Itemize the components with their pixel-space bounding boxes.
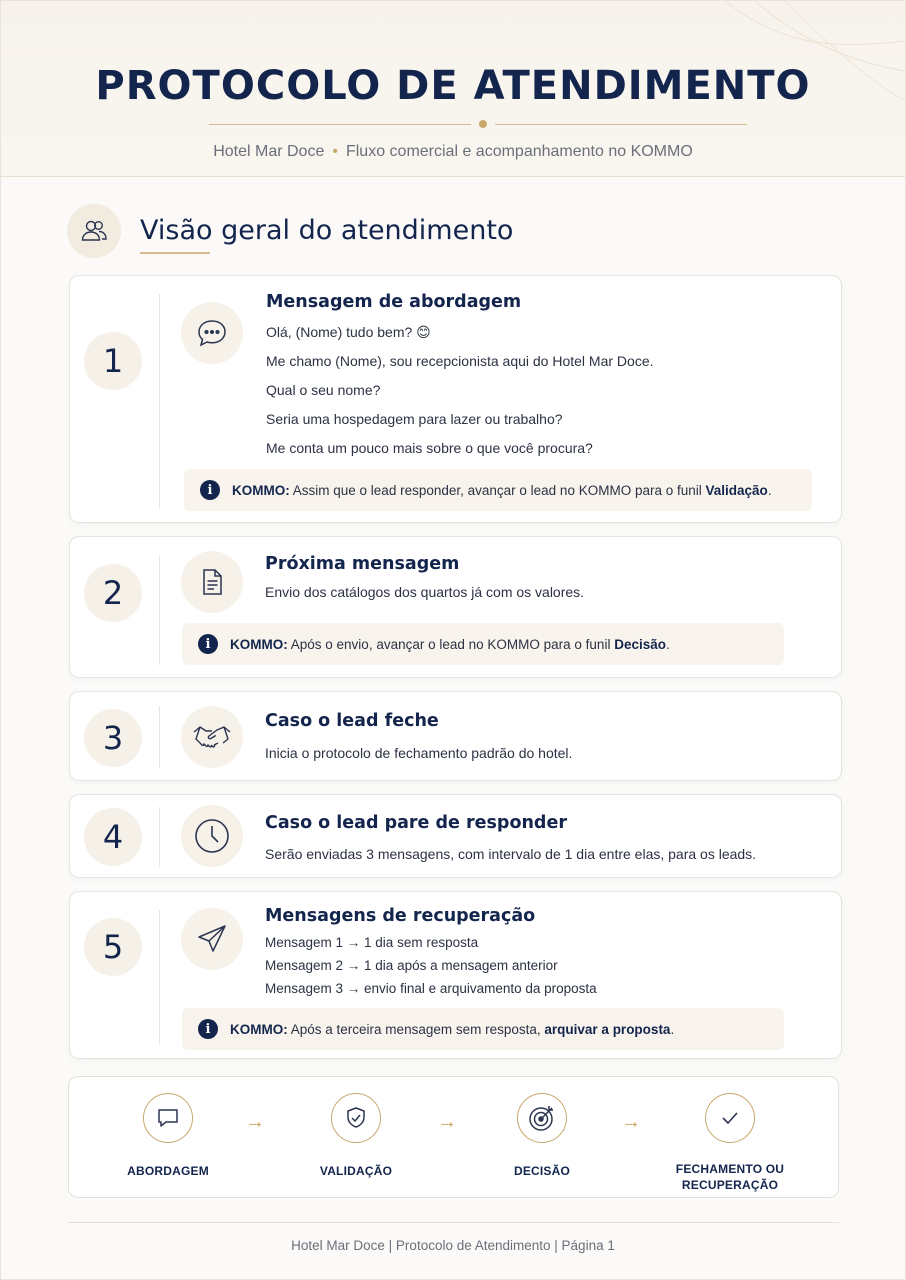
page-title: PROTOCOLO DE ATENDIMENTO [95, 63, 811, 109]
step-card-3 [69, 691, 842, 781]
chat-bubble-icon [143, 1093, 193, 1143]
flow-summary [68, 1076, 839, 1198]
card-divider [159, 294, 160, 509]
info-icon: i [198, 1019, 218, 1039]
flow-step-label [655, 1161, 805, 1193]
subtitle-separator: • [332, 143, 338, 160]
note-label: KOMMO: [230, 1021, 288, 1037]
arrow-right-icon: → [437, 1111, 457, 1133]
kommo-note [182, 1008, 784, 1050]
users-icon [67, 204, 121, 258]
handshake-icon [181, 706, 243, 768]
clock-icon [181, 805, 243, 867]
note-label: KOMMO: [232, 482, 290, 498]
step-title: Caso o lead pare de responder [265, 813, 567, 833]
arrow-right-icon: → [245, 1111, 265, 1133]
note-label: KOMMO: [230, 636, 288, 652]
subtitle-text: Fluxo comercial e acompanhamento no KOMMO [345, 143, 693, 160]
paper-plane-icon [181, 908, 243, 970]
header [1, 1, 905, 177]
target-icon [517, 1093, 567, 1143]
kommo-note [184, 469, 812, 511]
flow-label-line: FECHAMENTO OU [675, 1162, 785, 1176]
flow-step-validacao [281, 1093, 431, 1179]
shield-check-icon [331, 1093, 381, 1143]
step-line: Seria uma hospedagem para lazer ou trabalho? [266, 411, 563, 427]
chat-bubble-icon [181, 302, 243, 364]
flow-step-label: VALIDAÇÃO [319, 1164, 393, 1178]
step-card-4 [69, 794, 842, 878]
title-divider-right [495, 124, 747, 125]
footer-divider [68, 1222, 839, 1223]
arrow-right-icon: → [621, 1111, 641, 1133]
step-line: Me conta um pouco mais sobre o que você procura? [266, 440, 593, 456]
title-divider-dot [479, 120, 487, 128]
page-subtitle [1, 143, 905, 161]
card-divider [159, 706, 160, 768]
note-emphasis: Validação [705, 482, 768, 498]
note-text: Após o envio, avançar o lead no KOMMO para o funil [290, 636, 611, 652]
card-divider [159, 910, 160, 1045]
step-line: Me chamo (Nome), sou recepcionista aqui do Hotel Mar Doce. [266, 353, 654, 369]
step-number: 2 [84, 564, 142, 622]
flow-step-label: DECISÃO [513, 1164, 571, 1178]
step-card-5 [69, 891, 842, 1059]
note-end: . [767, 482, 772, 498]
card-divider [159, 555, 160, 665]
step-card-1 [69, 275, 842, 523]
step-line: Envio dos catálogos dos quartos já com os valores. [265, 584, 585, 600]
flow-step-abordagem [93, 1093, 243, 1179]
step-title: Caso o lead feche [265, 711, 439, 731]
flow-step-label: ABORDAGEM [127, 1164, 209, 1178]
step-line: Inicia o protocolo de fechamento padrão do hotel. [265, 745, 573, 761]
check-icon [705, 1093, 755, 1143]
footer: Hotel Mar Doce | Protocolo de Atendimento | Página 1 [291, 1238, 615, 1253]
step-line: Mensagem 1 → 1 dia sem resposta [265, 935, 479, 950]
step-line: Qual o seu nome? [266, 382, 381, 398]
step-line: Mensagem 3 → envio final e arquivamento da proposta [265, 981, 597, 996]
step-line: Olá, (Nome) tudo bem? 😊 [266, 324, 431, 340]
section-underline [140, 252, 210, 254]
step-card-2 [69, 536, 842, 678]
note-text: Assim que o lead responder, avançar o lead no KOMMO para o funil [292, 482, 702, 498]
note-end: . [670, 1021, 675, 1037]
card-divider [159, 807, 160, 867]
document-icon [181, 551, 243, 613]
info-icon: i [200, 480, 220, 500]
step-title: Mensagem de abordagem [266, 292, 522, 312]
flow-step-decisao [467, 1093, 617, 1179]
section-title: Visão geral do atendimento [140, 215, 514, 246]
flow-label-line: RECUPERAÇÃO [681, 1178, 779, 1192]
note-text: Após a terceira mensagem sem resposta, [290, 1021, 541, 1037]
step-number: 3 [84, 709, 142, 767]
step-number: 4 [84, 808, 142, 866]
hotel-name: Hotel Mar Doce [213, 143, 325, 160]
step-line: Mensagem 2 → 1 dia após a mensagem anterior [265, 958, 558, 973]
step-number: 5 [84, 918, 142, 976]
title-divider-left [209, 124, 471, 125]
note-emphasis: Decisão [614, 636, 666, 652]
note-end: . [666, 636, 670, 652]
kommo-note [182, 623, 784, 665]
flow-step-fechamento [655, 1093, 805, 1193]
step-title: Próxima mensagem [265, 554, 460, 574]
step-number: 1 [84, 332, 142, 390]
info-icon: i [198, 634, 218, 654]
note-emphasis: arquivar a proposta [544, 1021, 671, 1037]
step-line: Serão enviadas 3 mensagens, com intervalo de 1 dia entre elas, para os leads. [265, 846, 757, 862]
step-title: Mensagens de recuperação [265, 906, 536, 926]
